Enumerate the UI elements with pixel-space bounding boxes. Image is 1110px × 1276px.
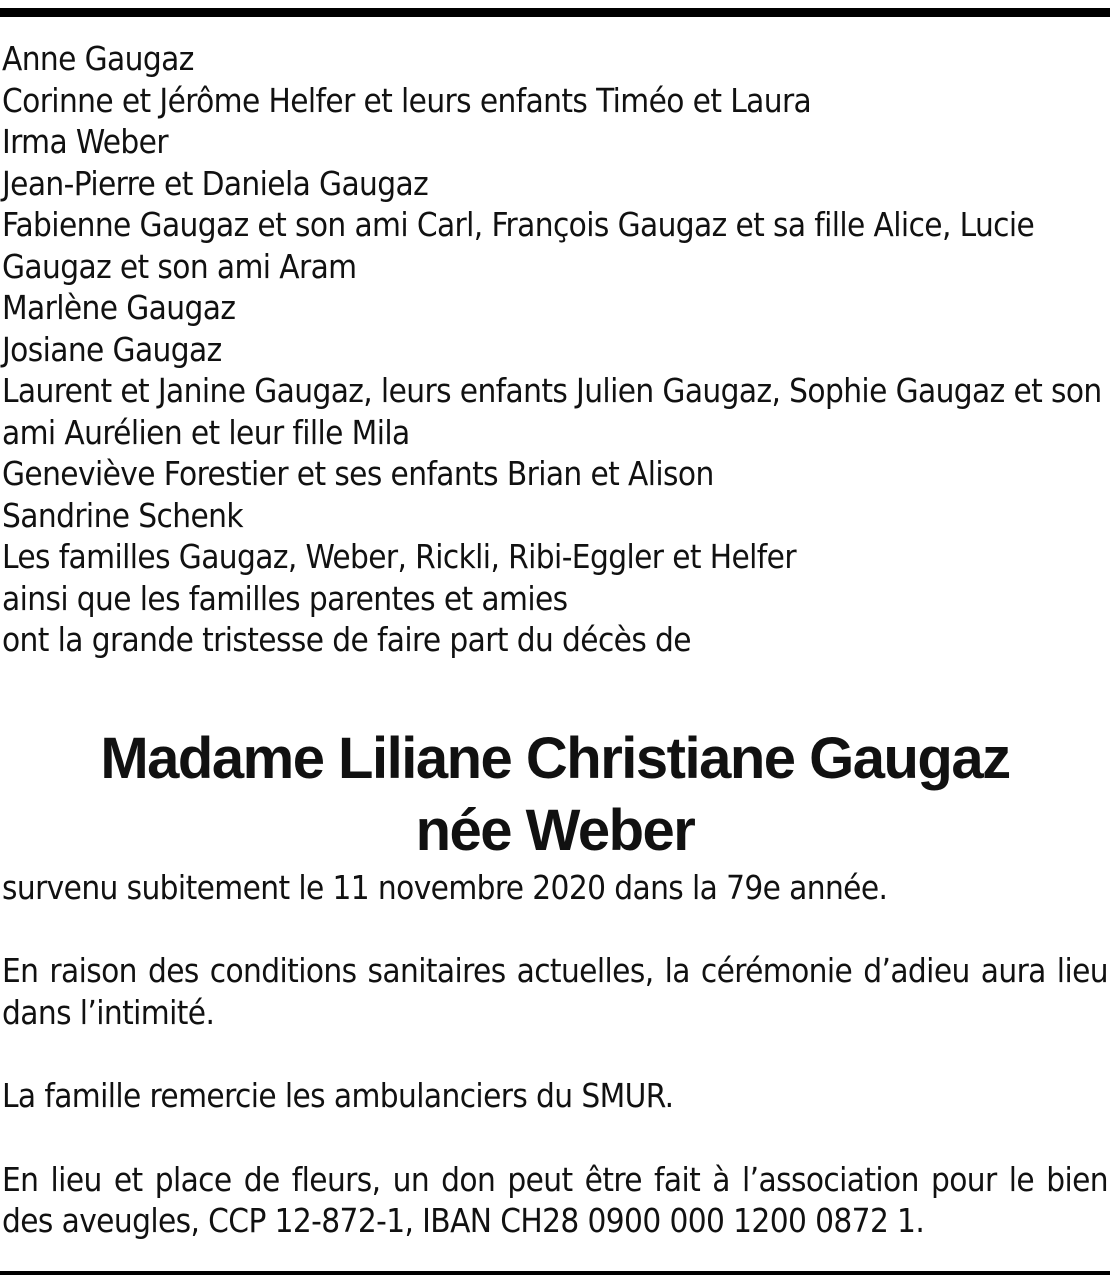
mourner-line: Sandrine Schenk <box>2 495 243 535</box>
top-border-rule <box>0 8 1110 17</box>
thanks-paragraph: La famille remercie les ambulanciers du SMUR. <box>2 1076 674 1115</box>
mourners-list <box>2 38 1108 661</box>
mourner-line: Laurent et Janine Gaugaz, leurs enfants Julien Gaugaz, Sophie Gaugaz et son ami Aurélien et leur fille Mila <box>2 371 1102 452</box>
mourner-line: ainsi que les familles parentes et amies <box>2 578 568 618</box>
mourner-line: Les familles Gaugaz, Weber, Rickli, Ribi-Eggler et Helfer <box>2 537 796 576</box>
mourner-line: Anne Gaugaz <box>2 39 194 78</box>
bottom-border-rule <box>0 1271 1110 1275</box>
mourner-line: Fabienne Gaugaz et son ami Carl, François Gaugaz et sa fille Alice, Lucie Gaugaz et son ami Aram <box>2 205 1035 286</box>
deceased-maiden-name: née Weber <box>415 797 695 863</box>
mourner-line: Jean-Pierre et Daniela Gaugaz <box>2 163 429 203</box>
deceased-title <box>2 723 1108 867</box>
deceased-name: Madame Liliane Christiane Gaugaz <box>100 725 1010 791</box>
mourner-line: Corinne et Jérôme Helfer et leurs enfants Timéo et Laura <box>2 80 812 120</box>
obituary-notice <box>2 38 1108 1242</box>
mourner-line: Josiane Gaugaz <box>2 329 222 369</box>
announcement-line: ont la grande tristesse de faire part du décès de <box>2 620 691 659</box>
death-date-paragraph: survenu subitement le 11 novembre 2020 dans la 79e année. <box>2 867 888 907</box>
mourner-line: Irma Weber <box>2 122 168 161</box>
donation-paragraph: En lieu et place de fleurs, un don peut être fait à l’association pour le bien des aveugles, CCP 12-872-1, IBAN CH28 0900 000 1200 0872 1. <box>2 1159 1108 1240</box>
mourner-line: Geneviève Forestier et ses enfants Brian et Alison <box>2 454 714 493</box>
mourner-line: Marlène Gaugaz <box>2 288 236 327</box>
ceremony-paragraph: En raison des conditions sanitaires actuelles, la cérémonie d’adieu aura lieu dans l’intimité. <box>2 951 1108 1032</box>
